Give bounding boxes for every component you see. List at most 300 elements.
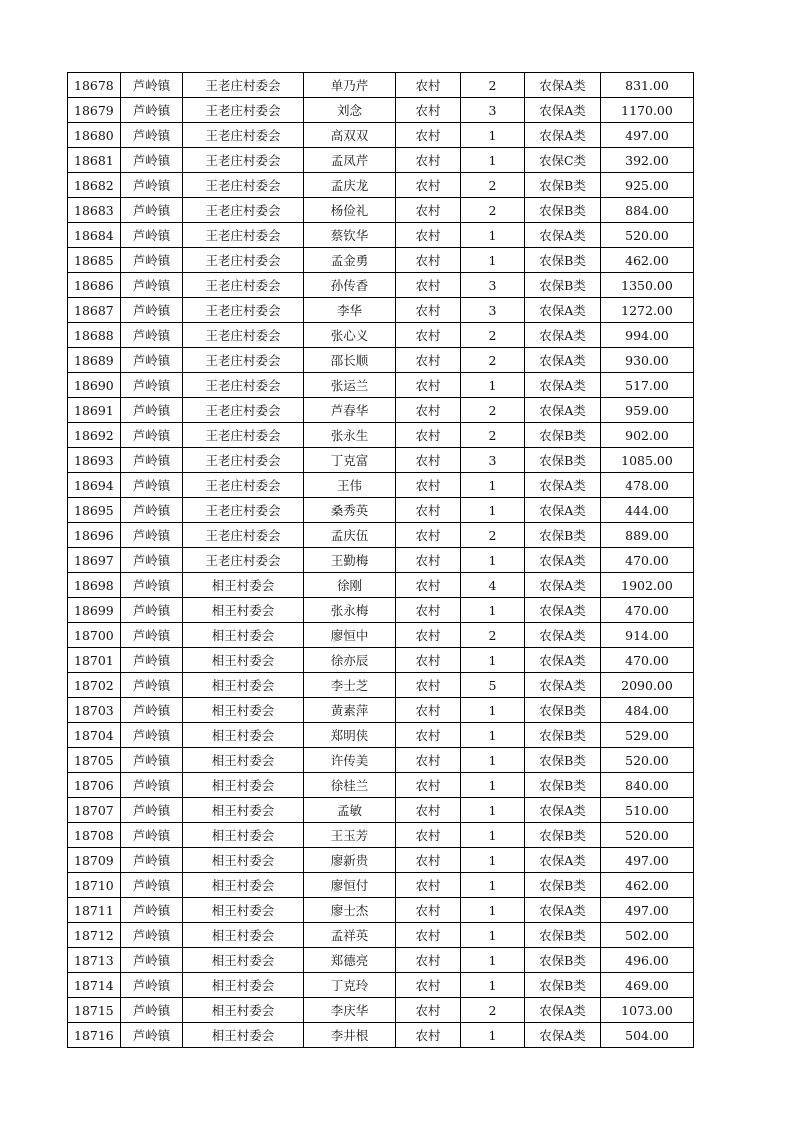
table-row	[68, 798, 694, 823]
amount-cell: 497.00	[601, 898, 694, 923]
insurance-category-cell: 农保A类	[525, 298, 601, 323]
person-name-cell: 孟敏	[304, 798, 396, 823]
record-id-cell: 18687	[68, 298, 121, 323]
town-cell: 芦岭镇	[121, 373, 183, 398]
insurance-category-cell: 农保A类	[525, 673, 601, 698]
amount-cell: 1170.00	[601, 98, 694, 123]
town-cell: 芦岭镇	[121, 398, 183, 423]
member-count-cell: 1	[461, 548, 525, 573]
insurance-category-cell: 农保B类	[525, 723, 601, 748]
table-row	[68, 198, 694, 223]
town-cell: 芦岭镇	[121, 998, 183, 1023]
table-row	[68, 648, 694, 673]
village-committee-cell: 王老庄村委会	[183, 98, 304, 123]
record-id-cell: 18686	[68, 273, 121, 298]
person-name-cell: 王勤梅	[304, 548, 396, 573]
amount-cell: 1350.00	[601, 273, 694, 298]
insurance-category-cell: 农保A类	[525, 73, 601, 98]
amount-cell: 1902.00	[601, 573, 694, 598]
amount-cell: 497.00	[601, 848, 694, 873]
person-name-cell: 蔡钦华	[304, 223, 396, 248]
insurance-category-cell: 农保B类	[525, 273, 601, 298]
amount-cell: 925.00	[601, 173, 694, 198]
amount-cell: 1073.00	[601, 998, 694, 1023]
table-row	[68, 98, 694, 123]
member-count-cell: 2	[461, 423, 525, 448]
table-row	[68, 823, 694, 848]
household-type-cell: 农村	[396, 773, 461, 798]
insurance-category-cell: 农保A类	[525, 323, 601, 348]
village-committee-cell: 王老庄村委会	[183, 148, 304, 173]
table-row	[68, 248, 694, 273]
amount-cell: 2090.00	[601, 673, 694, 698]
record-id-cell: 18691	[68, 398, 121, 423]
person-name-cell: 桑秀英	[304, 498, 396, 523]
town-cell: 芦岭镇	[121, 498, 183, 523]
table-row	[68, 373, 694, 398]
village-committee-cell: 相王村委会	[183, 598, 304, 623]
record-id-cell: 18706	[68, 773, 121, 798]
household-type-cell: 农村	[396, 548, 461, 573]
insurance-category-cell: 农保B类	[525, 948, 601, 973]
amount-cell: 959.00	[601, 398, 694, 423]
amount-cell: 902.00	[601, 423, 694, 448]
amount-cell: 889.00	[601, 523, 694, 548]
record-id-cell: 18696	[68, 523, 121, 548]
record-id-cell: 18684	[68, 223, 121, 248]
member-count-cell: 3	[461, 298, 525, 323]
insurance-category-cell: 农保A类	[525, 998, 601, 1023]
village-committee-cell: 相王村委会	[183, 848, 304, 873]
town-cell: 芦岭镇	[121, 973, 183, 998]
insurance-category-cell: 农保A类	[525, 573, 601, 598]
person-name-cell: 廖士杰	[304, 898, 396, 923]
person-name-cell: 李华	[304, 298, 396, 323]
record-id-cell: 18678	[68, 73, 121, 98]
village-committee-cell: 王老庄村委会	[183, 273, 304, 298]
person-name-cell: 丁克富	[304, 448, 396, 473]
household-type-cell: 农村	[396, 198, 461, 223]
table-row	[68, 923, 694, 948]
household-type-cell: 农村	[396, 748, 461, 773]
household-type-cell: 农村	[396, 848, 461, 873]
insurance-category-cell: 农保B类	[525, 973, 601, 998]
person-name-cell: 廖恒中	[304, 623, 396, 648]
amount-cell: 520.00	[601, 748, 694, 773]
town-cell: 芦岭镇	[121, 248, 183, 273]
household-type-cell: 农村	[396, 973, 461, 998]
household-type-cell: 农村	[396, 873, 461, 898]
person-name-cell: 王伟	[304, 473, 396, 498]
member-count-cell: 2	[461, 523, 525, 548]
village-committee-cell: 王老庄村委会	[183, 123, 304, 148]
town-cell: 芦岭镇	[121, 748, 183, 773]
household-type-cell: 农村	[396, 273, 461, 298]
member-count-cell: 1	[461, 1023, 525, 1048]
person-name-cell: 丁克玲	[304, 973, 396, 998]
record-id-cell: 18710	[68, 873, 121, 898]
table-row	[68, 323, 694, 348]
insurance-category-cell: 农保A类	[525, 1023, 601, 1048]
member-count-cell: 2	[461, 348, 525, 373]
member-count-cell: 3	[461, 273, 525, 298]
town-cell: 芦岭镇	[121, 473, 183, 498]
member-count-cell: 1	[461, 598, 525, 623]
village-committee-cell: 王老庄村委会	[183, 248, 304, 273]
household-type-cell: 农村	[396, 948, 461, 973]
amount-cell: 930.00	[601, 348, 694, 373]
insurance-category-cell: 农保A类	[525, 348, 601, 373]
insurance-category-cell: 农保B类	[525, 748, 601, 773]
village-committee-cell: 相王村委会	[183, 648, 304, 673]
person-name-cell: 高双双	[304, 123, 396, 148]
amount-cell: 484.00	[601, 698, 694, 723]
household-type-cell: 农村	[396, 598, 461, 623]
member-count-cell: 1	[461, 773, 525, 798]
member-count-cell: 1	[461, 148, 525, 173]
member-count-cell: 1	[461, 748, 525, 773]
town-cell: 芦岭镇	[121, 673, 183, 698]
town-cell: 芦岭镇	[121, 798, 183, 823]
insurance-category-cell: 农保A类	[525, 648, 601, 673]
insurance-category-cell: 农保A类	[525, 848, 601, 873]
town-cell: 芦岭镇	[121, 98, 183, 123]
person-name-cell: 张永梅	[304, 598, 396, 623]
insurance-category-cell: 农保B类	[525, 873, 601, 898]
table-row	[68, 573, 694, 598]
village-committee-cell: 王老庄村委会	[183, 448, 304, 473]
table-row	[68, 723, 694, 748]
record-id-cell: 18703	[68, 698, 121, 723]
village-committee-cell: 王老庄村委会	[183, 373, 304, 398]
amount-cell: 831.00	[601, 73, 694, 98]
table-row	[68, 998, 694, 1023]
amount-cell: 884.00	[601, 198, 694, 223]
town-cell: 芦岭镇	[121, 323, 183, 348]
member-count-cell: 1	[461, 373, 525, 398]
table-row	[68, 498, 694, 523]
household-type-cell: 农村	[396, 698, 461, 723]
village-committee-cell: 王老庄村委会	[183, 173, 304, 198]
town-cell: 芦岭镇	[121, 548, 183, 573]
record-id-cell: 18692	[68, 423, 121, 448]
insurance-category-cell: 农保B类	[525, 773, 601, 798]
village-committee-cell: 王老庄村委会	[183, 73, 304, 98]
amount-cell: 1272.00	[601, 298, 694, 323]
record-id-cell: 18680	[68, 123, 121, 148]
village-committee-cell: 王老庄村委会	[183, 348, 304, 373]
table-row	[68, 973, 694, 998]
village-committee-cell: 相王村委会	[183, 823, 304, 848]
record-id-cell: 18708	[68, 823, 121, 848]
member-count-cell: 3	[461, 448, 525, 473]
insurance-category-cell: 农保A类	[525, 123, 601, 148]
insurance-category-cell: 农保A类	[525, 798, 601, 823]
household-type-cell: 农村	[396, 673, 461, 698]
household-type-cell: 农村	[396, 448, 461, 473]
insurance-category-cell: 农保A类	[525, 623, 601, 648]
person-name-cell: 张运兰	[304, 373, 396, 398]
person-name-cell: 孟祥英	[304, 923, 396, 948]
village-committee-cell: 相王村委会	[183, 773, 304, 798]
household-type-cell: 农村	[396, 223, 461, 248]
amount-cell: 520.00	[601, 223, 694, 248]
amount-cell: 444.00	[601, 498, 694, 523]
village-committee-cell: 王老庄村委会	[183, 223, 304, 248]
member-count-cell: 2	[461, 73, 525, 98]
town-cell: 芦岭镇	[121, 948, 183, 973]
record-id-cell: 18713	[68, 948, 121, 973]
person-name-cell: 芦春华	[304, 398, 396, 423]
household-type-cell: 农村	[396, 398, 461, 423]
person-name-cell: 王玉芳	[304, 823, 396, 848]
table-row	[68, 873, 694, 898]
record-id-cell: 18681	[68, 148, 121, 173]
village-committee-cell: 王老庄村委会	[183, 298, 304, 323]
member-count-cell: 1	[461, 223, 525, 248]
village-committee-cell: 王老庄村委会	[183, 498, 304, 523]
member-count-cell: 2	[461, 623, 525, 648]
record-id-cell: 18704	[68, 723, 121, 748]
insurance-category-cell: 农保A类	[525, 548, 601, 573]
town-cell: 芦岭镇	[121, 148, 183, 173]
member-count-cell: 2	[461, 998, 525, 1023]
town-cell: 芦岭镇	[121, 223, 183, 248]
record-id-cell: 18699	[68, 598, 121, 623]
village-committee-cell: 相王村委会	[183, 573, 304, 598]
record-id-cell: 18685	[68, 248, 121, 273]
amount-cell: 502.00	[601, 923, 694, 948]
member-count-cell: 2	[461, 398, 525, 423]
amount-cell: 510.00	[601, 798, 694, 823]
table-row	[68, 673, 694, 698]
insurance-category-cell: 农保C类	[525, 148, 601, 173]
household-type-cell: 农村	[396, 523, 461, 548]
member-count-cell: 1	[461, 248, 525, 273]
town-cell: 芦岭镇	[121, 598, 183, 623]
town-cell: 芦岭镇	[121, 448, 183, 473]
record-id-cell: 18690	[68, 373, 121, 398]
table-row	[68, 273, 694, 298]
household-type-cell: 农村	[396, 98, 461, 123]
table-row	[68, 398, 694, 423]
household-type-cell: 农村	[396, 248, 461, 273]
person-name-cell: 郑明侠	[304, 723, 396, 748]
amount-cell: 520.00	[601, 823, 694, 848]
person-name-cell: 许传美	[304, 748, 396, 773]
town-cell: 芦岭镇	[121, 923, 183, 948]
household-type-cell: 农村	[396, 348, 461, 373]
town-cell: 芦岭镇	[121, 73, 183, 98]
amount-cell: 478.00	[601, 473, 694, 498]
person-name-cell: 徐刚	[304, 573, 396, 598]
household-type-cell: 农村	[396, 898, 461, 923]
person-name-cell: 张永生	[304, 423, 396, 448]
table-row	[68, 848, 694, 873]
table-row	[68, 1023, 694, 1048]
person-name-cell: 廖恒付	[304, 873, 396, 898]
member-count-cell: 1	[461, 123, 525, 148]
person-name-cell: 单乃芹	[304, 73, 396, 98]
village-committee-cell: 王老庄村委会	[183, 523, 304, 548]
person-name-cell: 孙传香	[304, 273, 396, 298]
record-id-cell: 18698	[68, 573, 121, 598]
town-cell: 芦岭镇	[121, 423, 183, 448]
household-type-cell: 农村	[396, 798, 461, 823]
person-name-cell: 李庆华	[304, 998, 396, 1023]
member-count-cell: 1	[461, 723, 525, 748]
member-count-cell: 1	[461, 698, 525, 723]
member-count-cell: 5	[461, 673, 525, 698]
record-id-cell: 18707	[68, 798, 121, 823]
member-count-cell: 4	[461, 573, 525, 598]
household-type-cell: 农村	[396, 998, 461, 1023]
village-committee-cell: 相王村委会	[183, 623, 304, 648]
table-row	[68, 298, 694, 323]
record-id-cell: 18712	[68, 923, 121, 948]
table-row	[68, 598, 694, 623]
table-row	[68, 423, 694, 448]
record-id-cell: 18682	[68, 173, 121, 198]
person-name-cell: 廖新贵	[304, 848, 396, 873]
amount-cell: 497.00	[601, 123, 694, 148]
insurance-category-cell: 农保B类	[525, 923, 601, 948]
person-name-cell: 邵长顺	[304, 348, 396, 373]
insurance-category-cell: 农保B类	[525, 823, 601, 848]
amount-cell: 994.00	[601, 323, 694, 348]
household-type-cell: 农村	[396, 298, 461, 323]
record-id-cell: 18701	[68, 648, 121, 673]
table-row	[68, 223, 694, 248]
town-cell: 芦岭镇	[121, 173, 183, 198]
amount-cell: 470.00	[601, 548, 694, 573]
amount-cell: 496.00	[601, 948, 694, 973]
table-row	[68, 123, 694, 148]
member-count-cell: 2	[461, 323, 525, 348]
person-name-cell: 孟庆伍	[304, 523, 396, 548]
village-committee-cell: 王老庄村委会	[183, 198, 304, 223]
village-committee-cell: 王老庄村委会	[183, 423, 304, 448]
amount-cell: 504.00	[601, 1023, 694, 1048]
village-committee-cell: 王老庄村委会	[183, 473, 304, 498]
town-cell: 芦岭镇	[121, 698, 183, 723]
insurance-category-cell: 农保A类	[525, 373, 601, 398]
town-cell: 芦岭镇	[121, 573, 183, 598]
member-count-cell: 1	[461, 948, 525, 973]
amount-cell: 469.00	[601, 973, 694, 998]
amount-cell: 517.00	[601, 373, 694, 398]
amount-cell: 470.00	[601, 598, 694, 623]
household-type-cell: 农村	[396, 498, 461, 523]
member-count-cell: 1	[461, 498, 525, 523]
person-name-cell: 李士芝	[304, 673, 396, 698]
village-committee-cell: 王老庄村委会	[183, 548, 304, 573]
table-row	[68, 348, 694, 373]
village-committee-cell: 王老庄村委会	[183, 323, 304, 348]
village-committee-cell: 相王村委会	[183, 948, 304, 973]
town-cell: 芦岭镇	[121, 823, 183, 848]
amount-cell: 462.00	[601, 248, 694, 273]
insurance-category-cell: 农保B类	[525, 698, 601, 723]
table-row	[68, 148, 694, 173]
town-cell: 芦岭镇	[121, 873, 183, 898]
table-row	[68, 523, 694, 548]
town-cell: 芦岭镇	[121, 773, 183, 798]
insurance-category-cell: 农保A类	[525, 898, 601, 923]
record-id-cell: 18694	[68, 473, 121, 498]
insurance-category-cell: 农保B类	[525, 248, 601, 273]
insurance-category-cell: 农保A类	[525, 598, 601, 623]
record-id-cell: 18711	[68, 898, 121, 923]
table-row	[68, 473, 694, 498]
person-name-cell: 孟庆龙	[304, 173, 396, 198]
insurance-category-cell: 农保A类	[525, 473, 601, 498]
member-count-cell: 2	[461, 198, 525, 223]
record-id-cell: 18695	[68, 498, 121, 523]
table-row	[68, 548, 694, 573]
member-count-cell: 1	[461, 973, 525, 998]
town-cell: 芦岭镇	[121, 848, 183, 873]
insurance-category-cell: 农保B类	[525, 198, 601, 223]
household-type-cell: 农村	[396, 573, 461, 598]
village-committee-cell: 相王村委会	[183, 873, 304, 898]
household-type-cell: 农村	[396, 423, 461, 448]
town-cell: 芦岭镇	[121, 1023, 183, 1048]
person-name-cell: 郑德亮	[304, 948, 396, 973]
town-cell: 芦岭镇	[121, 523, 183, 548]
village-committee-cell: 相王村委会	[183, 798, 304, 823]
insurance-category-cell: 农保B类	[525, 423, 601, 448]
record-id-cell: 18700	[68, 623, 121, 648]
table-row	[68, 73, 694, 98]
member-count-cell: 1	[461, 873, 525, 898]
insurance-category-cell: 农保A类	[525, 398, 601, 423]
person-name-cell: 孟金勇	[304, 248, 396, 273]
household-type-cell: 农村	[396, 123, 461, 148]
member-count-cell: 1	[461, 848, 525, 873]
person-name-cell: 徐亦辰	[304, 648, 396, 673]
table-row	[68, 698, 694, 723]
household-type-cell: 农村	[396, 823, 461, 848]
amount-cell: 462.00	[601, 873, 694, 898]
person-name-cell: 孟凤芹	[304, 148, 396, 173]
household-type-cell: 农村	[396, 723, 461, 748]
person-name-cell: 刘念	[304, 98, 396, 123]
record-id-cell: 18697	[68, 548, 121, 573]
household-type-cell: 农村	[396, 648, 461, 673]
amount-cell: 392.00	[601, 148, 694, 173]
data-table	[67, 72, 694, 1048]
table-row	[68, 448, 694, 473]
table-row	[68, 623, 694, 648]
amount-cell: 1085.00	[601, 448, 694, 473]
person-name-cell: 张心义	[304, 323, 396, 348]
record-id-cell: 18679	[68, 98, 121, 123]
table-row	[68, 173, 694, 198]
record-id-cell: 18702	[68, 673, 121, 698]
insurance-category-cell: 农保A类	[525, 498, 601, 523]
table-row	[68, 898, 694, 923]
town-cell: 芦岭镇	[121, 273, 183, 298]
member-count-cell: 1	[461, 823, 525, 848]
town-cell: 芦岭镇	[121, 123, 183, 148]
record-id-cell: 18716	[68, 1023, 121, 1048]
town-cell: 芦岭镇	[121, 623, 183, 648]
amount-cell: 914.00	[601, 623, 694, 648]
record-id-cell: 18689	[68, 348, 121, 373]
village-committee-cell: 相王村委会	[183, 1023, 304, 1048]
insurance-category-cell: 农保A类	[525, 98, 601, 123]
